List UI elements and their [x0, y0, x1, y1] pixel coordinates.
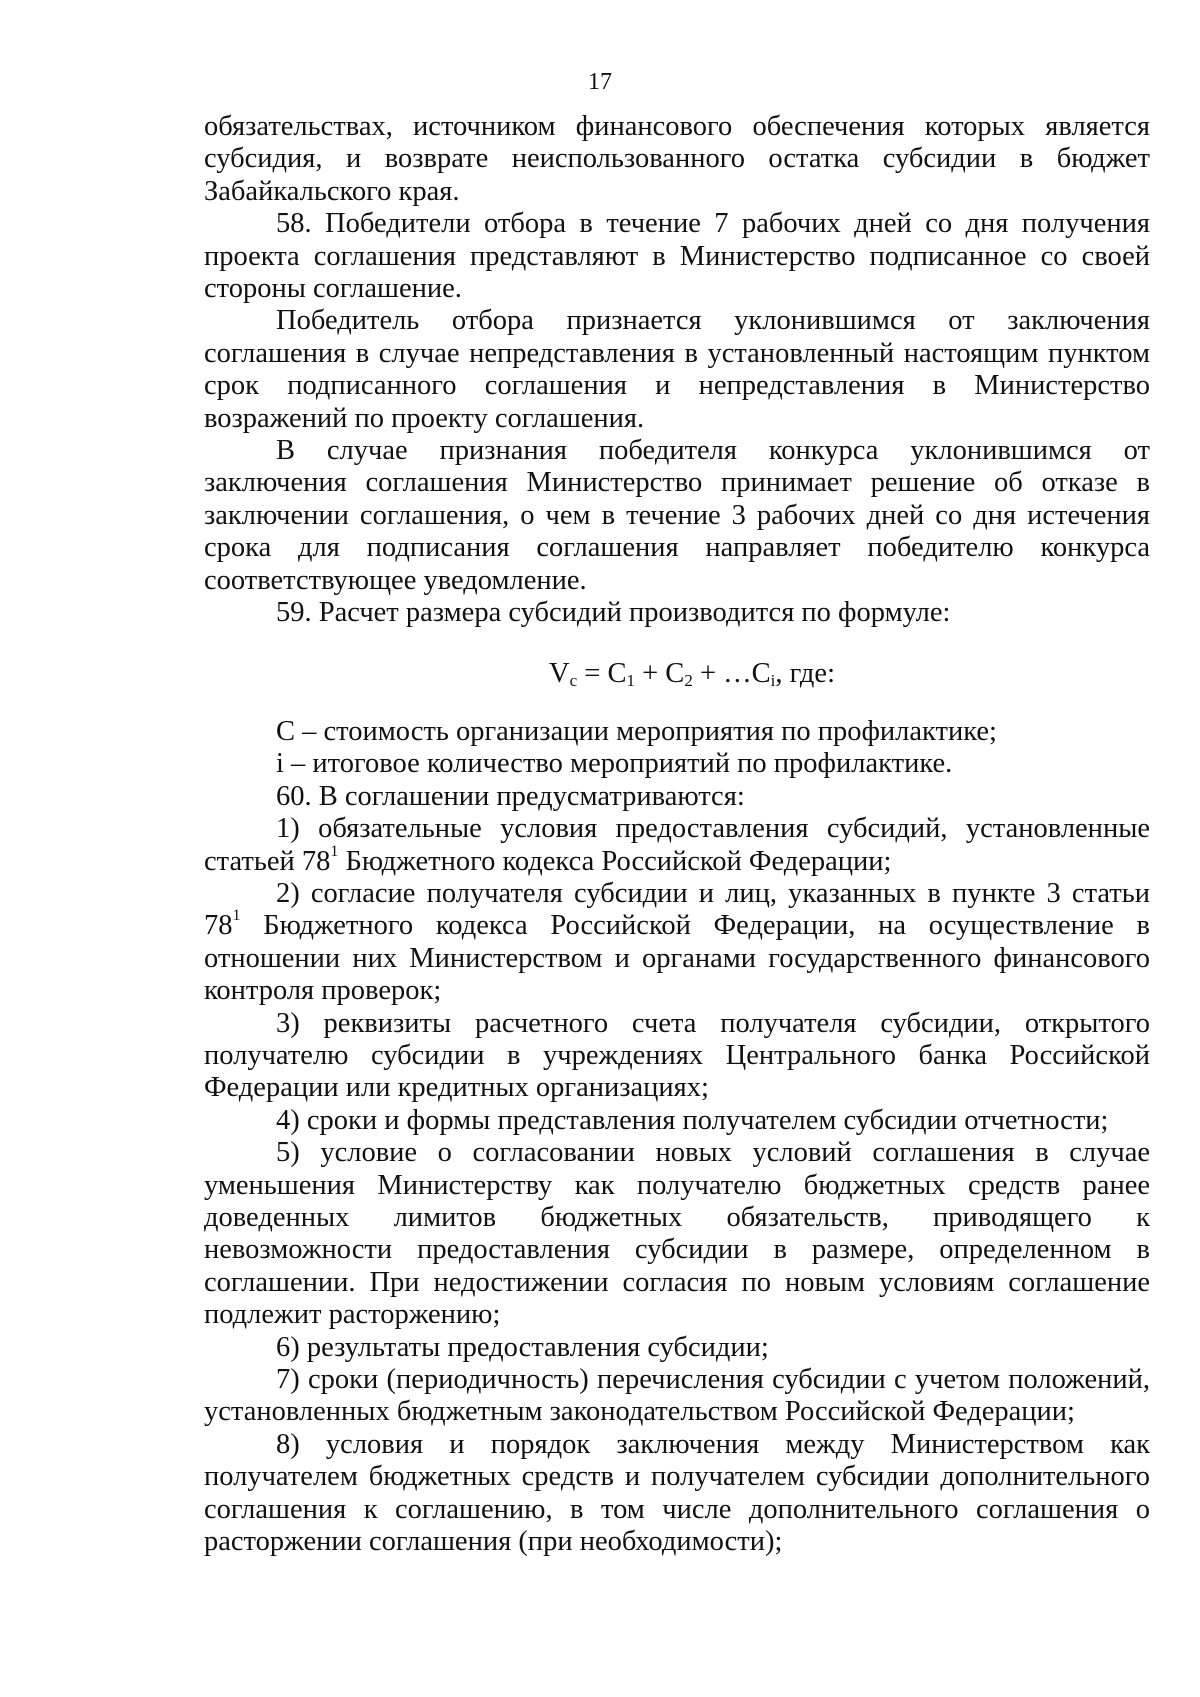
paragraph-58-evasion: Победитель отбора признается уклонившимся от заключения соглашения в случае непредставления в установленный настоящим пунктом срок подписанного соглашения и непредставления в Министерство возражений по проекту соглашения.: [204, 305, 1150, 434]
paragraph-59: 59. Расчет размера субсидий производится по формуле:: [276, 597, 951, 629]
formula-c2-subscript: 2: [684, 670, 693, 690]
paragraph-continuation: обязательствах, источником финансового обеспечения которых является субсидия, и возврате неиспользованного остатка субсидии в бюджет Забайкальского края.: [204, 111, 1150, 207]
subsidy-formula: [204, 658, 1150, 690]
page-number: 17: [588, 69, 612, 95]
list-item-2-superscript: 1: [232, 907, 241, 925]
paragraph-60: 60. В соглашении предусматриваются:: [276, 780, 745, 812]
formula-v: V: [549, 657, 570, 689]
list-item-3: 3) реквизиты расчетного счета получателя субсидии, открытого получателю субсидии в учреждениях Центрального банка Российской Федерации или кредитных организациях;: [204, 1007, 1150, 1104]
paragraph-58-refusal: В случае признания победителя конкурса уклонившимся от заключения соглашения Министерство принимает решение об отказе в заключении соглашения, о чем в течение 3 рабочих дней со дня истечения срока для подписания соглашения направляет победителю конкурса соответствующее уведомление.: [204, 435, 1150, 596]
formula-plus-ci: + …С: [692, 657, 771, 689]
paragraph-58: 58. Победители отбора в течение 7 рабочих дней со дня получения проекта соглашения представляют в Министерство подписанное со своей стороны соглашение.: [204, 208, 1150, 305]
list-item-7: 7) сроки (периодичность) перечисления субсидии с учетом положений, установленных бюджетным законодательством Российской Федерации;: [204, 1364, 1150, 1428]
list-item-2-text-a: 2) согласие получателя субсидии и лиц, указанных в пункте 3 статьи 78: [204, 877, 1150, 942]
list-item-1: [204, 813, 1150, 878]
list-item-1-text-b: Бюджетного кодекса Российской Федерации;: [338, 845, 892, 877]
list-item-6: 6) результаты предоставления субсидии;: [276, 1331, 769, 1363]
formula-plus-c: + С: [634, 657, 685, 689]
formula-v-subscript: c: [569, 670, 578, 690]
list-item-1-text-a: 1) обязательные условия предоставления субсидий, установленные статьей 78: [204, 813, 1150, 877]
list-item-1-superscript: 1: [330, 842, 339, 860]
definition-c: С – стоимость организации мероприятия по профилактике;: [276, 715, 997, 747]
list-item-5: 5) условие о согласовании новых условий соглашения в случае уменьшения Министерству как получателю бюджетных средств ранее доведенных лимитов бюджетных обязательств, приводящего к невозможности предоставления субсидии в размере, определенном в соглашении. При недостижении согласия по новым условиям соглашение подлежит расторжению;: [204, 1137, 1150, 1331]
formula-c1-subscript: 1: [626, 670, 635, 690]
document-body: [204, 111, 1150, 1558]
formula-tail: , где:: [775, 657, 835, 689]
formula-equals-c: = С: [577, 657, 627, 689]
formula-ci-subscript: i: [770, 670, 776, 690]
list-item-2-text-b: Бюджетного кодекса Российской Федерации, на осуществление в отношении них Министерством и органами государственного финансового контроля проверок;: [204, 910, 1150, 1007]
definition-i: i – итоговое количество мероприятий по профилактике.: [276, 748, 953, 780]
list-item-8: 8) условия и порядок заключения между Министерством как получателем бюджетных средств и получателем субсидии дополнительного соглашения к соглашению, в том числе дополнительного соглашения о расторжении соглашения (при необходимости);: [204, 1428, 1150, 1558]
list-item-4: 4) сроки и формы представления получателем субсидии отчетности;: [276, 1104, 1109, 1136]
list-item-2: [204, 878, 1150, 1008]
